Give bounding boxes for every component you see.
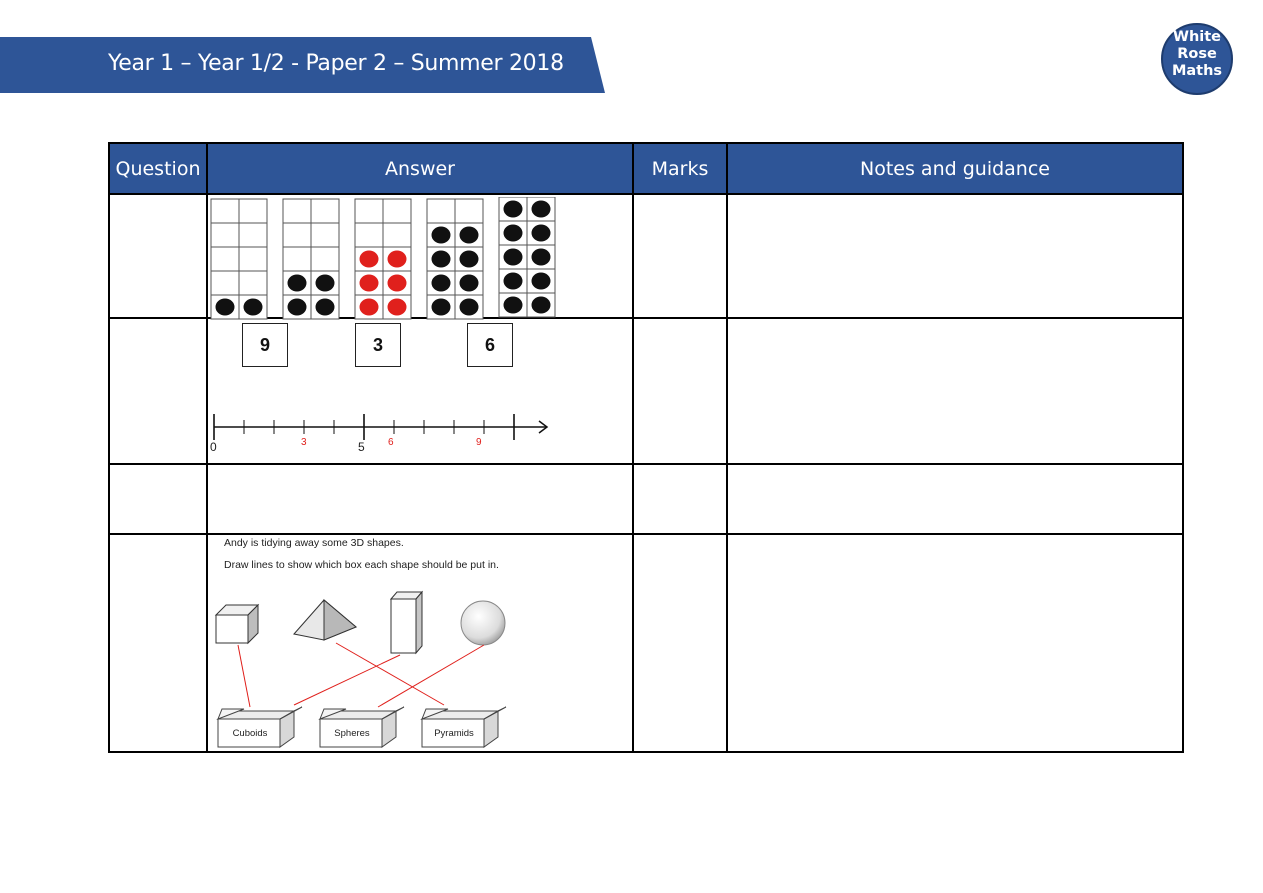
box-cuboids — [218, 707, 302, 747]
table-row — [109, 464, 1183, 534]
black-counter — [460, 227, 479, 244]
red-counter — [388, 299, 407, 316]
white-rose-maths-logo — [1160, 22, 1234, 96]
box-label-pyramids: Pyramids — [434, 728, 474, 739]
marks-cell — [633, 194, 727, 318]
tens-frame-cell — [239, 271, 267, 295]
shapes-matching-diagram — [208, 535, 538, 751]
answer-lines — [238, 643, 484, 707]
notes-cell — [727, 194, 1183, 318]
black-counter — [432, 275, 451, 292]
tens-frame-cell — [283, 247, 311, 271]
black-counter — [288, 275, 307, 292]
mark-scheme-table — [108, 142, 1184, 753]
header-banner — [0, 37, 605, 93]
logo-line-3: Maths — [1171, 63, 1223, 79]
black-counter — [316, 275, 335, 292]
marks-cell — [633, 318, 727, 464]
black-counter — [504, 201, 523, 218]
tens-frame — [211, 199, 267, 319]
marks-cell — [633, 464, 727, 534]
tens-frames-answer — [209, 197, 559, 321]
question-cell — [109, 464, 207, 534]
box-label-spheres: Spheres — [334, 728, 370, 739]
notes-cell — [727, 318, 1183, 464]
tens-frame-cell — [383, 223, 411, 247]
logo-line-1: White — [1172, 29, 1222, 45]
question-instruction: Draw lines to show which box each shape should be put in. — [224, 559, 499, 571]
red-counter — [360, 299, 379, 316]
number-line-label-5: 5 — [358, 440, 365, 454]
tens-frame-cell — [239, 247, 267, 271]
header-notes: Notes and guidance — [727, 143, 1183, 194]
tens-frame-cell — [455, 199, 483, 223]
answer-cell — [207, 464, 633, 534]
cube-shape — [216, 605, 258, 643]
cuboid-shape — [391, 592, 422, 653]
tens-frame-cell — [211, 271, 239, 295]
page-title: Year 1 – Year 1/2 - Paper 2 – Summer 2018 — [108, 51, 564, 76]
tens-frame-cell — [283, 223, 311, 247]
black-counter — [532, 297, 551, 314]
black-counter — [532, 273, 551, 290]
table-row — [109, 194, 1183, 318]
line-pyramid-to-pyramids — [336, 643, 444, 705]
tens-frame-cell — [311, 223, 339, 247]
red-counter — [360, 251, 379, 268]
red-counter — [388, 275, 407, 292]
black-counter — [504, 249, 523, 266]
tens-frame-cell — [239, 223, 267, 247]
number-box-1: 9 — [242, 323, 288, 367]
black-counter — [244, 299, 263, 316]
tens-frame-cell — [211, 247, 239, 271]
tens-frame-cell — [311, 247, 339, 271]
black-counter — [460, 275, 479, 292]
black-counter — [532, 249, 551, 266]
tens-frame-cell — [355, 199, 383, 223]
tens-frame-cell — [311, 199, 339, 223]
tens-frame-cell — [427, 199, 455, 223]
question-cell — [109, 534, 207, 752]
red-counter — [388, 251, 407, 268]
tens-frame-cell — [283, 199, 311, 223]
table-row — [109, 534, 1183, 752]
number-line — [208, 411, 558, 451]
tens-frame-cell — [383, 199, 411, 223]
question-intro: Andy is tidying away some 3D shapes. — [224, 537, 404, 549]
black-counter — [460, 299, 479, 316]
box-label-cuboids: Cuboids — [232, 728, 268, 739]
answer-cell — [207, 534, 633, 752]
black-counter — [432, 227, 451, 244]
red-counter — [360, 275, 379, 292]
black-counter — [288, 299, 307, 316]
black-counter — [504, 225, 523, 242]
tens-frame — [283, 199, 339, 319]
notes-cell — [727, 464, 1183, 534]
black-counter — [432, 251, 451, 268]
question-cell — [109, 194, 207, 318]
black-counter — [504, 297, 523, 314]
number-box-2: 3 — [355, 323, 401, 367]
header-answer: Answer — [207, 143, 633, 194]
logo-line-2: Rose — [1177, 46, 1217, 62]
black-counter — [532, 225, 551, 242]
black-counter — [532, 201, 551, 218]
tens-frame — [499, 197, 555, 317]
number-line-answer-6: 6 — [388, 437, 394, 448]
black-counter — [504, 273, 523, 290]
header-marks: Marks — [633, 143, 727, 194]
tens-frame-cell — [211, 223, 239, 247]
number-line-answer-9: 9 — [476, 437, 482, 448]
tens-frame-cell — [239, 199, 267, 223]
marks-cell — [633, 534, 727, 752]
answer-cell — [207, 318, 633, 464]
header-question: Question — [109, 143, 207, 194]
box-pyramids — [422, 707, 506, 747]
tens-frame — [427, 199, 483, 319]
line-cuboid-to-cuboids — [294, 655, 400, 705]
black-counter — [316, 299, 335, 316]
tens-frame — [355, 199, 411, 319]
notes-cell — [727, 534, 1183, 752]
number-line-answer-3: 3 — [301, 437, 307, 448]
question-cell — [109, 318, 207, 464]
line-cube-to-cuboids — [238, 645, 250, 707]
sphere-shape — [461, 601, 505, 645]
black-counter — [460, 251, 479, 268]
box-spheres — [320, 707, 404, 747]
tens-frame-cell — [211, 199, 239, 223]
tens-frame-cell — [355, 223, 383, 247]
black-counter — [216, 299, 235, 316]
pyramid-shape — [294, 600, 356, 640]
table-header-row — [109, 143, 1183, 194]
answer-cell — [207, 194, 633, 318]
black-counter — [432, 299, 451, 316]
number-box-3: 6 — [467, 323, 513, 367]
number-line-label-0: 0 — [210, 440, 217, 454]
table-row — [109, 318, 1183, 464]
